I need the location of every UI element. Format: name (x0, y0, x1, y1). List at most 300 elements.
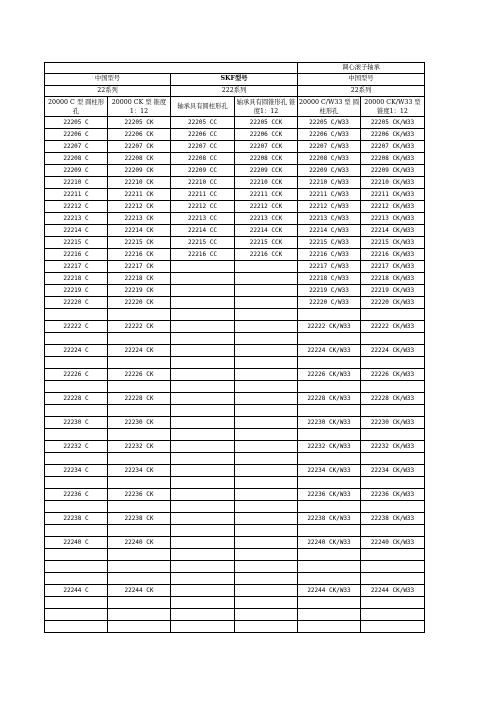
table-cell (108, 477, 171, 489)
table-cell (171, 621, 235, 633)
table-cell: 22217 C/W33 (298, 261, 361, 273)
table-cell (361, 561, 425, 573)
table-row (45, 309, 425, 321)
table-cell (45, 333, 108, 345)
table-cell: 22214 C (45, 225, 108, 237)
column-header: 20000 C/W33 型 圆柱形孔 (298, 98, 360, 115)
table-row (45, 405, 425, 417)
table-cell (45, 429, 108, 441)
table-cell: 22216 CC (171, 249, 235, 261)
table-cell: 22220 CK/W33 (361, 297, 425, 309)
table-row (45, 345, 425, 357)
table-cell: 22219 C/W33 (298, 285, 361, 297)
table-cell: 22222 CK (108, 321, 171, 333)
table-cell: 22209 CK/W33 (361, 165, 425, 177)
table-cell (235, 513, 298, 525)
table-cell: 22211 C (45, 189, 108, 201)
table-cell: 22219 C (45, 285, 108, 297)
table-cell: 22230 CK/W33 (361, 417, 425, 429)
table-row (45, 321, 425, 333)
table-cell: 22230 C (45, 417, 108, 429)
table-cell (361, 609, 425, 621)
series-label-skf: 222系列 (171, 86, 298, 97)
table-cell (298, 309, 361, 321)
table-cell (298, 597, 361, 609)
table-row (45, 525, 425, 537)
table-cell (361, 381, 425, 393)
table-cell (298, 405, 361, 417)
table-cell (108, 549, 171, 561)
table-cell: 22238 CK (108, 513, 171, 525)
table-cell: 22244 CK/W33 (361, 585, 425, 597)
table-cell (171, 465, 235, 477)
table-cell (361, 621, 425, 633)
table-cell: 22206 C (45, 129, 108, 141)
table-cell: 22214 CK (108, 225, 171, 237)
table-row (45, 273, 425, 285)
table-cell (361, 597, 425, 609)
table-cell: 22213 C (45, 213, 108, 225)
table-cell (235, 501, 298, 513)
table-cell: 22207 CK (108, 141, 171, 153)
table-cell (171, 381, 235, 393)
table-cell: 22234 CK (108, 465, 171, 477)
table-cell: 22244 CK/W33 (298, 585, 361, 597)
column-header: 20000 C 型 圆柱形孔 (45, 97, 108, 117)
table-cell (171, 573, 235, 585)
table-cell: 22209 C (45, 165, 108, 177)
table-cell (171, 369, 235, 381)
table-row (45, 513, 425, 525)
table-row (45, 621, 425, 633)
table-cell: 22224 CK (108, 345, 171, 357)
table-cell (171, 585, 235, 597)
table-cell (235, 489, 298, 501)
table-cell: 22238 CK/W33 (298, 513, 361, 525)
table-cell: 22205 CC (171, 117, 235, 129)
group-heading-row (45, 74, 425, 86)
table-cell: 22215 C/W33 (298, 237, 361, 249)
table-cell (298, 561, 361, 573)
table-row (45, 537, 425, 549)
table-cell (235, 621, 298, 633)
table-cell: 22215 CC (171, 237, 235, 249)
table-cell (108, 357, 171, 369)
table-cell (45, 477, 108, 489)
table-cell (45, 561, 108, 573)
table-cell: 22244 CK (108, 585, 171, 597)
table-cell: 22230 CK (108, 417, 171, 429)
table-cell (235, 585, 298, 597)
table-row (45, 585, 425, 597)
table-cell (235, 429, 298, 441)
table-row (45, 153, 425, 165)
table-cell: 22240 C (45, 537, 108, 549)
table-cell: 22228 CK/W33 (361, 393, 425, 405)
table-cell: 22206 CK/W33 (361, 129, 425, 141)
table-cell (298, 501, 361, 513)
table-cell (235, 453, 298, 465)
table-cell: 22222 C (45, 321, 108, 333)
table-row (45, 225, 425, 237)
table-cell (235, 285, 298, 297)
table-cell: 22213 C/W33 (298, 213, 361, 225)
table-row (45, 201, 425, 213)
table-cell (235, 477, 298, 489)
table-row (45, 549, 425, 561)
table-cell: 22208 C/W33 (298, 153, 361, 165)
table-cell (235, 405, 298, 417)
table-cell: 22210 CK (108, 177, 171, 189)
table-cell (235, 525, 298, 537)
table-cell: 22209 CCK (235, 165, 298, 177)
table-cell (235, 321, 298, 333)
table-row (45, 369, 425, 381)
table-cell (45, 357, 108, 369)
table-cell: 22215 CK (108, 237, 171, 249)
table-cell (171, 261, 235, 273)
table-cell (235, 417, 298, 429)
table-cell (235, 537, 298, 549)
table-cell (361, 549, 425, 561)
table-row (45, 297, 425, 309)
table-cell: 22218 CK/W33 (361, 273, 425, 285)
table-cell (171, 417, 235, 429)
table-cell: 22206 CK (108, 129, 171, 141)
table-row (45, 357, 425, 369)
table-cell: 22211 CK/W33 (361, 189, 425, 201)
table-cell: 22238 C (45, 513, 108, 525)
table-cell: 22211 C/W33 (298, 189, 361, 201)
table-cell (235, 549, 298, 561)
table-cell: 22208 C (45, 153, 108, 165)
table-row (45, 477, 425, 489)
table-cell: 22232 CK (108, 441, 171, 453)
table-cell (235, 609, 298, 621)
table-row (45, 609, 425, 621)
table-cell: 22234 CK/W33 (298, 465, 361, 477)
column-header: 轴承具有圆柱形孔 (171, 97, 235, 117)
table-cell (171, 609, 235, 621)
table-cell (171, 429, 235, 441)
table-cell: 22210 CCK (235, 177, 298, 189)
table-cell (235, 393, 298, 405)
table-cell: 22214 CC (171, 225, 235, 237)
table-cell: 22228 C (45, 393, 108, 405)
table-cell: 22230 CK/W33 (298, 417, 361, 429)
table-cell (45, 525, 108, 537)
table-cell: 22217 C (45, 261, 108, 273)
table-row (45, 417, 425, 429)
table-cell (171, 357, 235, 369)
table-cell: 22210 C (45, 177, 108, 189)
table-cell: 22232 CK/W33 (361, 441, 425, 453)
table-cell: 22240 CK/W33 (361, 537, 425, 549)
table-cell: 22219 CK (108, 285, 171, 297)
table-cell (171, 453, 235, 465)
table-cell: 22211 CC (171, 189, 235, 201)
table-cell: 22216 C/W33 (298, 249, 361, 261)
table-cell: 22210 CK/W33 (361, 177, 425, 189)
table-cell: 22228 CK (108, 393, 171, 405)
table-cell: 22232 C (45, 441, 108, 453)
table-cell (298, 573, 361, 585)
table-cell (108, 621, 171, 633)
table-cell: 22220 CK (108, 297, 171, 309)
table-cell (298, 621, 361, 633)
table-cell: 22217 CK/W33 (361, 261, 425, 273)
table-cell: 22212 C/W33 (298, 201, 361, 213)
table-cell (235, 273, 298, 285)
table-cell: 22220 C/W33 (298, 297, 361, 309)
table-cell (171, 393, 235, 405)
table-cell (108, 309, 171, 321)
series-row (45, 86, 425, 97)
table-cell: 22206 CC (171, 129, 235, 141)
table-cell (361, 573, 425, 585)
table-cell: 22216 CCK (235, 249, 298, 261)
table-cell (171, 441, 235, 453)
table-cell: 22208 CC (171, 153, 235, 165)
table-cell (45, 381, 108, 393)
table-cell (361, 477, 425, 489)
table-cell (171, 273, 235, 285)
group-heading-china-left: 中国型号 (45, 74, 171, 86)
table-cell: 22220 C (45, 297, 108, 309)
table-row (45, 249, 425, 261)
table-cell: 22244 C (45, 585, 108, 597)
table-cell: 22212 CK (108, 201, 171, 213)
table-cell (235, 297, 298, 309)
table-cell: 22207 CCK (235, 141, 298, 153)
table-cell: 22212 CCK (235, 201, 298, 213)
table-cell: 22209 CC (171, 165, 235, 177)
table-cell: 22214 C/W33 (298, 225, 361, 237)
table-cell (361, 405, 425, 417)
table-row (45, 429, 425, 441)
table-cell: 22236 CK/W33 (298, 489, 361, 501)
table-cell (45, 453, 108, 465)
table-cell: 22205 CK/W33 (361, 117, 425, 129)
table-cell: 22208 CCK (235, 153, 298, 165)
table-row (45, 261, 425, 273)
table-cell: 22215 CCK (235, 237, 298, 249)
group-heading-skf: SKF型号 (171, 74, 298, 86)
table-row (45, 393, 425, 405)
table-cell: 22228 CK/W33 (298, 393, 361, 405)
column-header: 20000 CK 型 锥度1：12 (108, 97, 171, 117)
table-cell (171, 321, 235, 333)
table-cell (235, 573, 298, 585)
table-cell (235, 357, 298, 369)
table-cell (108, 525, 171, 537)
table-cell (171, 537, 235, 549)
table-cell (361, 333, 425, 345)
table-cell (45, 597, 108, 609)
table-cell: 22218 C (45, 273, 108, 285)
table-cell: 22212 CC (171, 201, 235, 213)
title-row (45, 63, 425, 74)
table-cell (171, 525, 235, 537)
table-cell (298, 381, 361, 393)
table-cell (235, 465, 298, 477)
table-cell (171, 597, 235, 609)
table-cell: 22234 C (45, 465, 108, 477)
group-heading-china-right: 中国型号 (298, 74, 425, 86)
table-row (45, 189, 425, 201)
table-cell: 22224 CK/W33 (298, 345, 361, 357)
table-cell: 22226 CK (108, 369, 171, 381)
table-cell (298, 549, 361, 561)
table-row (45, 237, 425, 249)
table-cell: 22213 CCK (235, 213, 298, 225)
table-row (45, 453, 425, 465)
table-cell (298, 477, 361, 489)
table-cell: 22219 CK/W33 (361, 285, 425, 297)
table-cell (235, 333, 298, 345)
table-row (45, 129, 425, 141)
table-cell (298, 525, 361, 537)
table-cell (108, 405, 171, 417)
table-cell: 22222 CK/W33 (361, 321, 425, 333)
table-cell (235, 597, 298, 609)
table-cell: 22213 CK (108, 213, 171, 225)
table-cell: 22206 C/W33 (298, 129, 361, 141)
table-cell: 22226 CK/W33 (361, 369, 425, 381)
table-cell: 22216 CK/W33 (361, 249, 425, 261)
table-cell (235, 369, 298, 381)
table-cell (235, 261, 298, 273)
table-cell: 22236 C (45, 489, 108, 501)
table-cell (171, 549, 235, 561)
table-cell: 22226 C (45, 369, 108, 381)
table-row (45, 141, 425, 153)
table-cell (45, 573, 108, 585)
series-label-left: 22系列 (45, 86, 171, 97)
table-cell (108, 453, 171, 465)
table-cell: 22212 C (45, 201, 108, 213)
series-label-right: 22系列 (298, 86, 425, 97)
table-cell (171, 405, 235, 417)
table-cell: 22236 CK/W33 (361, 489, 425, 501)
table-cell: 22234 CK/W33 (361, 465, 425, 477)
table-row (45, 489, 425, 501)
table-cell: 22213 CC (171, 213, 235, 225)
table-cell (108, 609, 171, 621)
table-cell: 22207 C (45, 141, 108, 153)
table-cell: 22224 CK/W33 (361, 345, 425, 357)
table-cell: 22205 C (45, 117, 108, 129)
table-cell (108, 573, 171, 585)
table-cell (361, 357, 425, 369)
table-cell: 22207 CC (171, 141, 235, 153)
table-cell (361, 525, 425, 537)
table-cell: 22240 CK (108, 537, 171, 549)
table-cell (171, 345, 235, 357)
table-cell: 22214 CK/W33 (361, 225, 425, 237)
table-cell: 22215 CK/W33 (361, 237, 425, 249)
table-row (45, 561, 425, 573)
table-cell: 22205 CCK (235, 117, 298, 129)
table-cell (171, 333, 235, 345)
table-cell: 22213 CK/W33 (361, 213, 425, 225)
table-cell (361, 309, 425, 321)
table-cell (108, 561, 171, 573)
table-cell: 22208 CK/W33 (361, 153, 425, 165)
table-cell (45, 609, 108, 621)
table-cell (235, 381, 298, 393)
table-cell (235, 441, 298, 453)
table-title: 调心滚子轴承 (298, 63, 425, 74)
table-row (45, 165, 425, 177)
table-cell: 22210 CC (171, 177, 235, 189)
table-cell: 22218 C/W33 (298, 273, 361, 285)
table-cell (235, 561, 298, 573)
table-cell (171, 477, 235, 489)
table-row (45, 597, 425, 609)
table-cell: 22216 CK (108, 249, 171, 261)
table-cell: 22232 CK/W33 (298, 441, 361, 453)
table-cell: 22207 CK/W33 (361, 141, 425, 153)
table-cell (171, 297, 235, 309)
table-cell: 22240 CK/W33 (298, 537, 361, 549)
table-row (45, 501, 425, 513)
table-cell: 22209 C/W33 (298, 165, 361, 177)
table-cell: 22208 CK (108, 153, 171, 165)
table-cell: 22211 CCK (235, 189, 298, 201)
table-cell: 22210 C/W33 (298, 177, 361, 189)
table-cell (298, 453, 361, 465)
table-cell (108, 501, 171, 513)
table-row (45, 285, 425, 297)
column-header-row (45, 97, 425, 117)
table-row (45, 465, 425, 477)
table-cell: 22207 C/W33 (298, 141, 361, 153)
table-cell: 22238 CK/W33 (361, 513, 425, 525)
table-cell (171, 489, 235, 501)
table-cell: 22214 CCK (235, 225, 298, 237)
table-cell (171, 309, 235, 321)
table-cell: 22205 C/W33 (298, 117, 361, 129)
table-cell (108, 381, 171, 393)
table-row (45, 381, 425, 393)
table-cell (298, 357, 361, 369)
table-cell (235, 309, 298, 321)
table-cell: 22224 C (45, 345, 108, 357)
table-cell: 22226 CK/W33 (298, 369, 361, 381)
table-cell: 22222 CK/W33 (298, 321, 361, 333)
table-cell (171, 513, 235, 525)
table-cell (171, 561, 235, 573)
table-cell (361, 429, 425, 441)
table-cell (45, 405, 108, 417)
table-cell (298, 429, 361, 441)
table-cell: 22205 CK (108, 117, 171, 129)
table-row (45, 117, 425, 129)
table-row (45, 573, 425, 585)
table-cell: 22218 CK (108, 273, 171, 285)
table-cell: 22212 CK/W33 (361, 201, 425, 213)
table-cell (45, 501, 108, 513)
table-cell (108, 333, 171, 345)
table-cell: 22216 C (45, 249, 108, 261)
table-cell (108, 597, 171, 609)
table-row (45, 333, 425, 345)
table-cell: 22215 C (45, 237, 108, 249)
table-cell: 22209 CK (108, 165, 171, 177)
table-cell (171, 285, 235, 297)
table-row (45, 177, 425, 189)
